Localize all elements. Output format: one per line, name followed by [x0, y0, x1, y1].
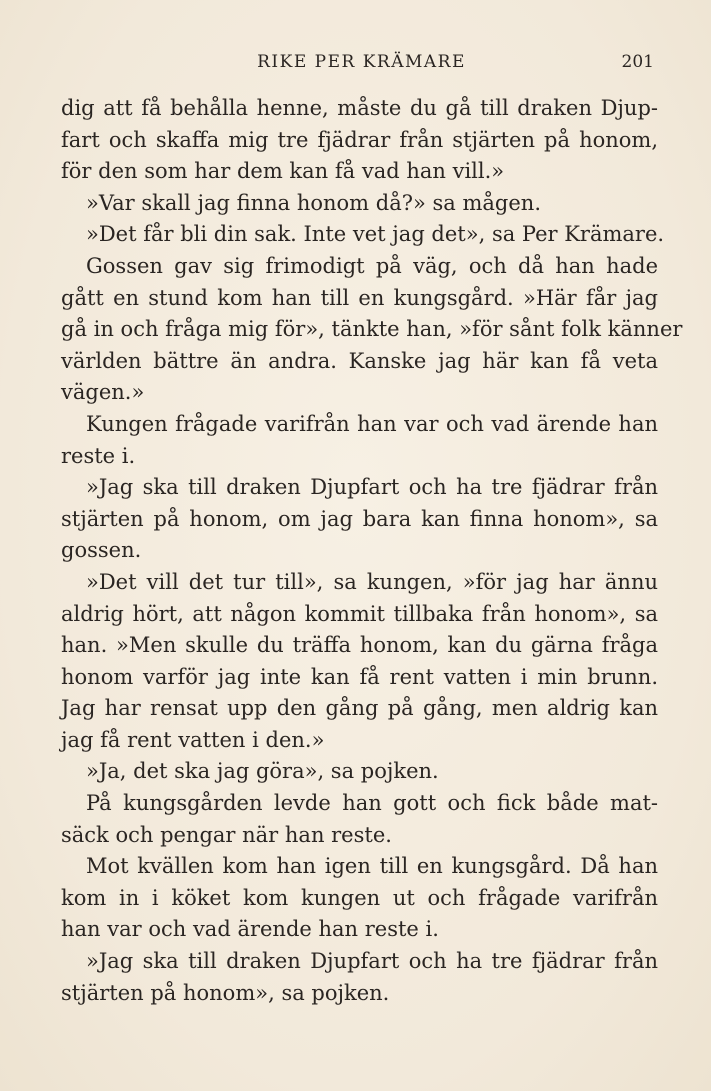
text-line: dig att få behålla henne, måste du gå till draken Djup- [61, 96, 658, 120]
text-line: stjärten på honom, om jag bara kan finna honom», sa [61, 506, 658, 531]
text-line: jag få rent vatten i den.» [61, 727, 325, 752]
page-number: 201 [621, 52, 654, 72]
running-title: RIKE PER KRÄMARE [257, 52, 466, 72]
text-line: aldrig hört, att någon kommit tillbaka från honom», sa [61, 601, 658, 626]
running-head [0, 52, 711, 80]
text-line: världen bättre än andra. Kanske jag här kan få veta [61, 348, 658, 373]
text-line: Gossen gav sig frimodigt på väg, och då han hade [86, 253, 658, 278]
text-line: »Det vill det tur till», sa kungen, »för jag har ännu [86, 569, 658, 594]
text-line: Kungen frågade varifrån han var och vad ärende han [86, 411, 658, 436]
text-line: »Det får bli din sak. Inte vet jag det», sa Per Krämare. [86, 222, 665, 247]
text-line: »Ja, det ska jag göra», sa pojken. [86, 759, 439, 784]
text-line: för den som har dem kan få vad han vill.» [61, 159, 505, 184]
text-line: Jag har rensat upp den gång på gång, men aldrig kan [61, 696, 658, 721]
text-line: vägen.» [61, 380, 145, 405]
text-line: han. »Men skulle du träffa honom, kan du gärna fråga [61, 633, 658, 658]
text-line: gå in och fråga mig för», tänkte han, »för sånt folk känner [61, 317, 683, 342]
text-line: På kungsgården levde han gott och fick både mat- [86, 791, 658, 816]
text-line: gossen. [61, 538, 142, 563]
text-line: Mot kvällen kom han igen till en kungsgård. Då han [86, 854, 658, 879]
text-line: kom in i köket kom kungen ut och frågade varifrån [61, 885, 658, 910]
text-line: han var och vad ärende han reste i. [61, 917, 439, 942]
text-line: »Jag ska till draken Djupfart och ha tre fjädrar från [86, 949, 658, 974]
text-line: fart och skaffa mig tre fjädrar från stjärten på honom, [61, 127, 658, 152]
text-line: gått en stund kom han till en kungsgård. »Här får jag [61, 285, 658, 310]
text-line: stjärten på honom», sa pojken. [61, 980, 390, 1005]
text-line: »Jag ska till draken Djupfart och ha tre fjädrar från [86, 475, 658, 500]
text-line: säck och pengar när han reste. [61, 822, 392, 847]
text-line: honom varför jag inte kan få rent vatten i min brunn. [61, 664, 658, 689]
text-line: reste i. [61, 443, 136, 468]
text-line: »Var skall jag finna honom då?» sa mågen. [86, 190, 541, 215]
body-text [61, 93, 683, 1009]
